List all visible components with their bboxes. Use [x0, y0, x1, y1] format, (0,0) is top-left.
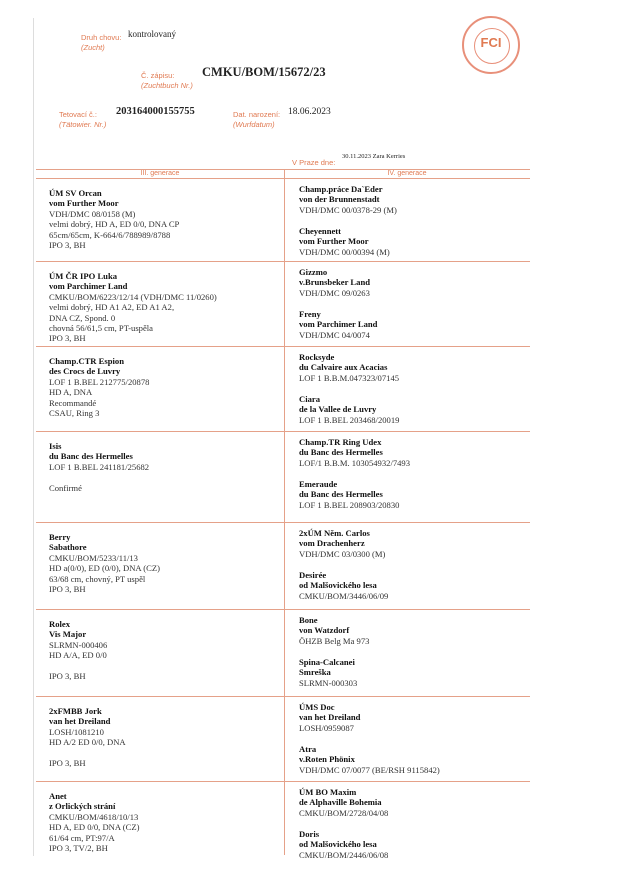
pedigree-line: Bone [299, 615, 318, 625]
pedigree-line: von der Brunnenstadt [299, 194, 380, 205]
generation-4-sire [299, 528, 385, 559]
tetovani-value: 203164000155755 [116, 106, 195, 117]
pedigree-line: 2xÚM Něm. Carlos [299, 528, 370, 538]
pedigree-line: IPO 3, TV/2, BH [49, 843, 108, 854]
pedigree-line: HD A/2 ED 0/0, DNA [49, 737, 126, 748]
pedigree-line: Recommandé [49, 397, 97, 408]
generation-4-sire [299, 184, 397, 215]
pedigree-line: Champ.TR Ring Udex [299, 437, 382, 447]
pedigree-line: Doris [299, 829, 320, 839]
pedigree-line: LOF 1 B.B.M.047323/07145 [299, 372, 400, 383]
pedigree-line [49, 472, 149, 482]
pedigree-line: vom Parchimer Land [49, 281, 128, 292]
pedigree-line: z Orlických strání [49, 801, 116, 812]
pedigree-line: VDH/DMC 00/00394 (M) [299, 246, 390, 257]
pedigree-line: od Malšovického lesa [299, 580, 377, 591]
pedigree-line: LOF 1 B.BEL 212775/20878 [49, 376, 150, 387]
pedigree-line: ÚM ČR IPO Luka [49, 271, 118, 281]
pedigree-line: Confirmé [49, 482, 82, 493]
pedigree-line: du Calvaire aux Acacias [299, 362, 388, 373]
pedigree-line: VDH/DMC 07/0077 (BE/RSH 9115842) [299, 764, 440, 775]
pedigree-line [49, 748, 126, 758]
pedigree-line: VDH/DMC 00/0378-29 (M) [299, 204, 397, 215]
pedigree-line: du Banc des Hermelles [49, 451, 133, 462]
pedigree-line: SLRMN-000406 [49, 639, 108, 650]
pedigree-line: vom Parchimer Land [299, 319, 378, 330]
pedigree-line: CSAU, Ring 3 [49, 408, 100, 419]
pedigree-line: du Banc des Hermelles [299, 489, 383, 500]
pedigree-line: de Alphaville Bohemia [299, 797, 382, 808]
generation-3-entry [49, 532, 160, 594]
pedigree-line: Gizzmo [299, 267, 328, 277]
pedigree-line [49, 661, 107, 671]
pedigree-line: van het Dreiland [299, 712, 361, 723]
generation-4-sire [299, 702, 360, 733]
pedigree-line: ÚMS Doc [299, 702, 335, 712]
zapis-value: CMKU/BOM/15672/23 [202, 65, 326, 79]
pedigree-line: IPO 3, BH [49, 671, 86, 682]
pedigree-line: od Malšovického lesa [299, 839, 377, 850]
pedigree-line: VDH/DMC 08/0158 (M) [49, 208, 136, 219]
pedigree-line: des Crocs de Luvry [49, 366, 121, 377]
pedigree-line: Spina-Calcanei [299, 657, 355, 667]
pedigree-line: IPO 3, BH [49, 240, 86, 251]
pedigree-line: CMKU/BOM/4618/10/13 [49, 811, 139, 822]
pedigree-line: SLRMN-000303 [299, 677, 358, 688]
pedigree-line: CMKU/BOM/2446/06/08 [299, 849, 389, 860]
pedigree-line: IPO 3, BH [49, 584, 86, 595]
pedigree-line: von Watzdorf [299, 625, 350, 636]
generation-3-entry [49, 356, 149, 418]
generation-3-entry [49, 791, 139, 853]
pedigree-line: chovná 56/61,5 cm, PT-uspěla [49, 323, 153, 334]
generation-4-sire [299, 787, 388, 818]
generation-3-entry [49, 619, 107, 681]
pedigree-line: 61/64 cm, PT:97/A [49, 832, 115, 843]
generation-4-dam [299, 479, 399, 510]
generation-4-sire [299, 352, 399, 383]
pedigree-line: VDH/DMC 03/0300 (M) [299, 548, 386, 559]
generation-4-dam [299, 226, 390, 257]
pedigree-line: Sabathore [49, 542, 87, 553]
generation-3-entry [49, 441, 149, 493]
generation-4-sire [299, 615, 369, 646]
pedigree-line: Isis [49, 441, 62, 451]
tetovani-label: Tetovací č.: (Tätowier. Nr.) [59, 110, 107, 129]
pedigree-line: v.Roten Phönix [299, 754, 355, 765]
pedigree-line: 2xFMBB Jork [49, 706, 102, 716]
pedigree-line: HD a(0/0), ED (0/0), DNA (CZ) [49, 563, 160, 574]
pedigree-line: CMKU/BOM/3446/06/09 [299, 590, 389, 601]
pedigree-line: velmi dobrý, HD A1 A2, ED A1 A2, [49, 302, 175, 313]
pedigree-line: LOF/1 B.B.M. 103054932/7493 [299, 457, 411, 468]
pedigree-line: de la Vallee de Luvry [299, 404, 377, 415]
pedigree-line: ÚM BO Maxim [299, 787, 357, 797]
pedigree-line: CMKU/BOM/5233/11/13 [49, 552, 138, 563]
pedigree-line: CMKU/BOM/6223/12/14 (VDH/DMC 11/0260) [49, 291, 217, 302]
pedigree-line: LOSH/0959087 [299, 722, 354, 733]
pedigree-line: vom Further Moor [299, 236, 369, 247]
narozeni-value: 18.06.2023 [288, 107, 331, 117]
pedigree-line: van het Dreiland [49, 716, 111, 727]
generation-4-dam [299, 309, 377, 340]
pedigree-line: DNA CZ, Spond. 0 [49, 312, 116, 323]
druh-chovu-value: kontrolovaný [128, 29, 176, 39]
pedigree-line: LOSH/1081210 [49, 726, 104, 737]
narozeni-label: Dat. narození: (Wurfdatum) [233, 110, 281, 129]
pedigree-line: Desirée [299, 570, 327, 580]
pedigree-line: ÚM SV Orcan [49, 188, 102, 198]
pedigree-line: HD A/A, ED 0/0 [49, 650, 107, 661]
pedigree-line: VDH/DMC 04/0074 [299, 329, 370, 340]
pedigree-line: Rocksyde [299, 352, 335, 362]
pedigree-line: IPO 3, BH [49, 758, 86, 769]
pedigree-line: IPO 3, BH [49, 333, 86, 344]
pedigree-line: HD A, ED 0/0, DNA (CZ) [49, 822, 140, 833]
generation-4-dam [299, 744, 440, 775]
pedigree-line: vom Further Moor [49, 198, 119, 209]
pedigree-line: Champ.práce Da`Eder [299, 184, 383, 194]
pedigree-line: VDH/DMC 09/0263 [299, 287, 370, 298]
pedigree-line: Berry [49, 532, 71, 542]
pedigree-line: Champ.CTR Espion [49, 356, 124, 366]
generation-4-sire [299, 437, 410, 468]
pedigree-line: LOF 1 B.BEL 203468/20019 [299, 414, 400, 425]
pedigree-line: LOF 1 B.BEL 241181/25682 [49, 461, 150, 472]
praha-value: 30.11.2023 Zara Kerries [342, 153, 406, 160]
generation-4-dam [299, 570, 388, 601]
column-header-right: IV. generace [387, 170, 427, 177]
pedigree-line: vom Drachenherz [299, 538, 365, 549]
pedigree-line: Vis Major [49, 629, 87, 640]
pedigree-line: 65cm/65cm, K-664/6/788989/8788 [49, 229, 171, 240]
pedigree-table [36, 169, 530, 860]
pedigree-line: v.Brunsbeker Land [299, 277, 371, 288]
generation-4-dam [299, 394, 399, 425]
pedigree-line: Cheyennett [299, 226, 342, 236]
generation-4-sire [299, 267, 370, 298]
pedigree-line: Anet [49, 791, 67, 801]
fci-seal-icon: FCI [462, 16, 520, 74]
pedigree-line: 63/68 cm, chovný, PT uspěl [49, 573, 146, 584]
zapis-label: Č. zápisu: (Zuchtbuch Nr.) [141, 71, 193, 90]
generation-3-entry [49, 271, 217, 344]
pedigree-line: velmi dobrý, HD A, ED 0/0, DNA CP [49, 219, 180, 230]
pedigree-line: Ciara [299, 394, 321, 404]
pedigree-line: Emeraude [299, 479, 338, 489]
pedigree-line: Smreška [299, 667, 331, 678]
druh-chovu-label: Druh chovu: (Zucht) [81, 33, 122, 52]
generation-3-entry [49, 188, 179, 250]
pedigree-line: Rolex [49, 619, 71, 629]
generation-4-dam [299, 657, 357, 688]
praha-label: V Praze dne: [292, 158, 336, 167]
pedigree-line: Freny [299, 309, 321, 319]
pedigree-line: LOF 1 B.BEL 208903/20830 [299, 499, 400, 510]
pedigree-line: CMKU/BOM/2728/04/08 [299, 807, 389, 818]
pedigree-line: HD A, DNA [49, 387, 93, 398]
pedigree-line: ÖHZB Belg Ma 973 [299, 635, 370, 646]
generation-3-entry [49, 706, 126, 768]
generation-4-dam [299, 829, 388, 860]
pedigree-line: Atra [299, 744, 317, 754]
column-header-left: III. generace [140, 170, 180, 177]
pedigree-line: du Banc des Hermelles [299, 447, 383, 458]
